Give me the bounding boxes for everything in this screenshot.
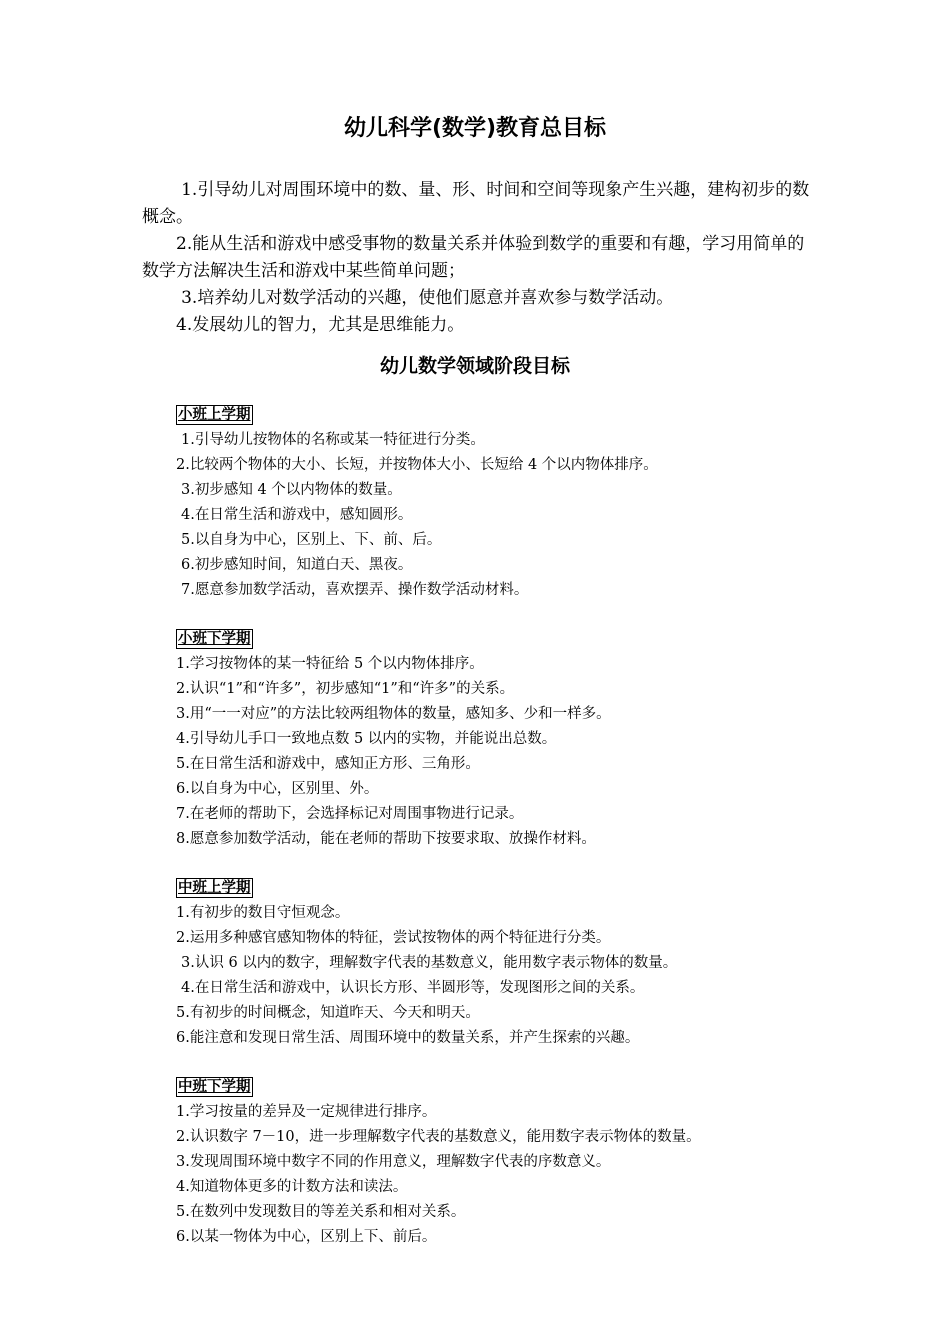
list-item: 6.能注意和发现日常生活、周围环境中的数量关系，并产生探索的兴趣。: [176, 1030, 640, 1046]
list-item: 1.有初步的数目守恒观念。: [176, 905, 350, 921]
term-heading: 中班上学期: [178, 880, 251, 896]
list-item: 4.引导幼儿手口一致地点数 5 以内的实物，并能说出总数。: [176, 731, 557, 747]
term-small-second: [176, 626, 816, 852]
general-goal-2: 2.能从生活和游戏中感受事物的数量关系并体验到数学的重要和有趣，学习用简单的数学方法解决生活和游戏中某些简单问题；: [142, 234, 805, 281]
list-item: 7.在老师的帮助下，会选择标记对周围事物进行记录。: [176, 806, 524, 822]
goal-list: [176, 901, 816, 1051]
goal-list: [176, 428, 816, 603]
general-goals: [142, 177, 812, 339]
list-item: 1.学习按物体的某一特征给 5 个以内物体排序。: [176, 656, 484, 672]
list-item: 8.愿意参加数学活动，能在老师的帮助下按要求取、放操作材料。: [176, 831, 596, 847]
general-goal-4: 4.发展幼儿的智力，尤其是思维能力。: [176, 315, 465, 335]
list-item: 7.愿意参加数学活动，喜欢摆弄、操作数学活动材料。: [181, 582, 529, 598]
general-goal-3: 3.培养幼儿对数学活动的兴趣，使他们愿意并喜欢参与数学活动。: [181, 288, 674, 308]
term-heading: 小班下学期: [178, 631, 251, 647]
list-item: 6.以某一物体为中心，区别上下、前后。: [176, 1229, 437, 1245]
term-heading: 小班上学期: [178, 407, 251, 423]
list-item: 4.在日常生活和游戏中，认识长方形、半圆形等，发现图形之间的关系。: [181, 980, 645, 996]
list-item: 3.认识 6 以内的数字，理解数字代表的基数意义，能用数字表示物体的数量。: [181, 955, 678, 971]
term-middle-first: [176, 875, 816, 1051]
goal-list: [176, 1100, 816, 1250]
goal-list: [176, 652, 816, 852]
list-item: 3.发现周围环境中数字不同的作用意义，理解数字代表的序数意义。: [176, 1154, 611, 1170]
term-heading: 中班下学期: [178, 1079, 251, 1095]
list-item: 2.比较两个物体的大小、长短，并按物体大小、长短给 4 个以内物体排序。: [176, 457, 658, 473]
list-item: 3.初步感知 4 个以内物体的数量。: [181, 482, 402, 498]
list-item: 1.引导幼儿按物体的名称或某一特征进行分类。: [181, 432, 485, 448]
list-item: 2.运用多种感官感知物体的特征，尝试按物体的两个特征进行分类。: [176, 930, 611, 946]
list-item: 4.知道物体更多的计数方法和读法。: [176, 1179, 408, 1195]
list-item: 5.在数列中发现数目的等差关系和相对关系。: [176, 1204, 466, 1220]
list-item: 3.用“一一对应”的方法比较两组物体的数量，感知多、少和一样多。: [176, 706, 611, 722]
list-item: 5.在日常生活和游戏中，感知正方形、三角形。: [176, 756, 480, 772]
list-item: 2.认识数字 7－10，进一步理解数字代表的基数意义，能用数字表示物体的数量。: [176, 1129, 701, 1145]
list-item: 5.有初步的时间概念，知道昨天、今天和明天。: [176, 1005, 480, 1021]
general-goal-1: 1.引导幼儿对周围环境中的数、量、形、时间和空间等现象产生兴趣，建构初步的数概念。: [142, 180, 810, 227]
term-small-first: [176, 402, 816, 603]
list-item: 5.以自身为中心，区别上、下、前、后。: [181, 532, 442, 548]
term-middle-second: [176, 1074, 816, 1250]
list-item: 6.初步感知时间，知道白天、黑夜。: [181, 557, 413, 573]
list-item: 1.学习按量的差异及一定规律进行排序。: [176, 1104, 437, 1120]
document-title: 幼儿科学(数学)教育总目标: [343, 116, 607, 141]
stage-goals-title: 幼儿数学领域阶段目标: [379, 355, 570, 377]
list-item: 2.认识“1”和“许多”，初步感知“1”和“许多”的关系。: [176, 681, 515, 697]
list-item: 6.以自身为中心，区别里、外。: [176, 781, 379, 797]
list-item: 4.在日常生活和游戏中，感知圆形。: [181, 507, 413, 523]
